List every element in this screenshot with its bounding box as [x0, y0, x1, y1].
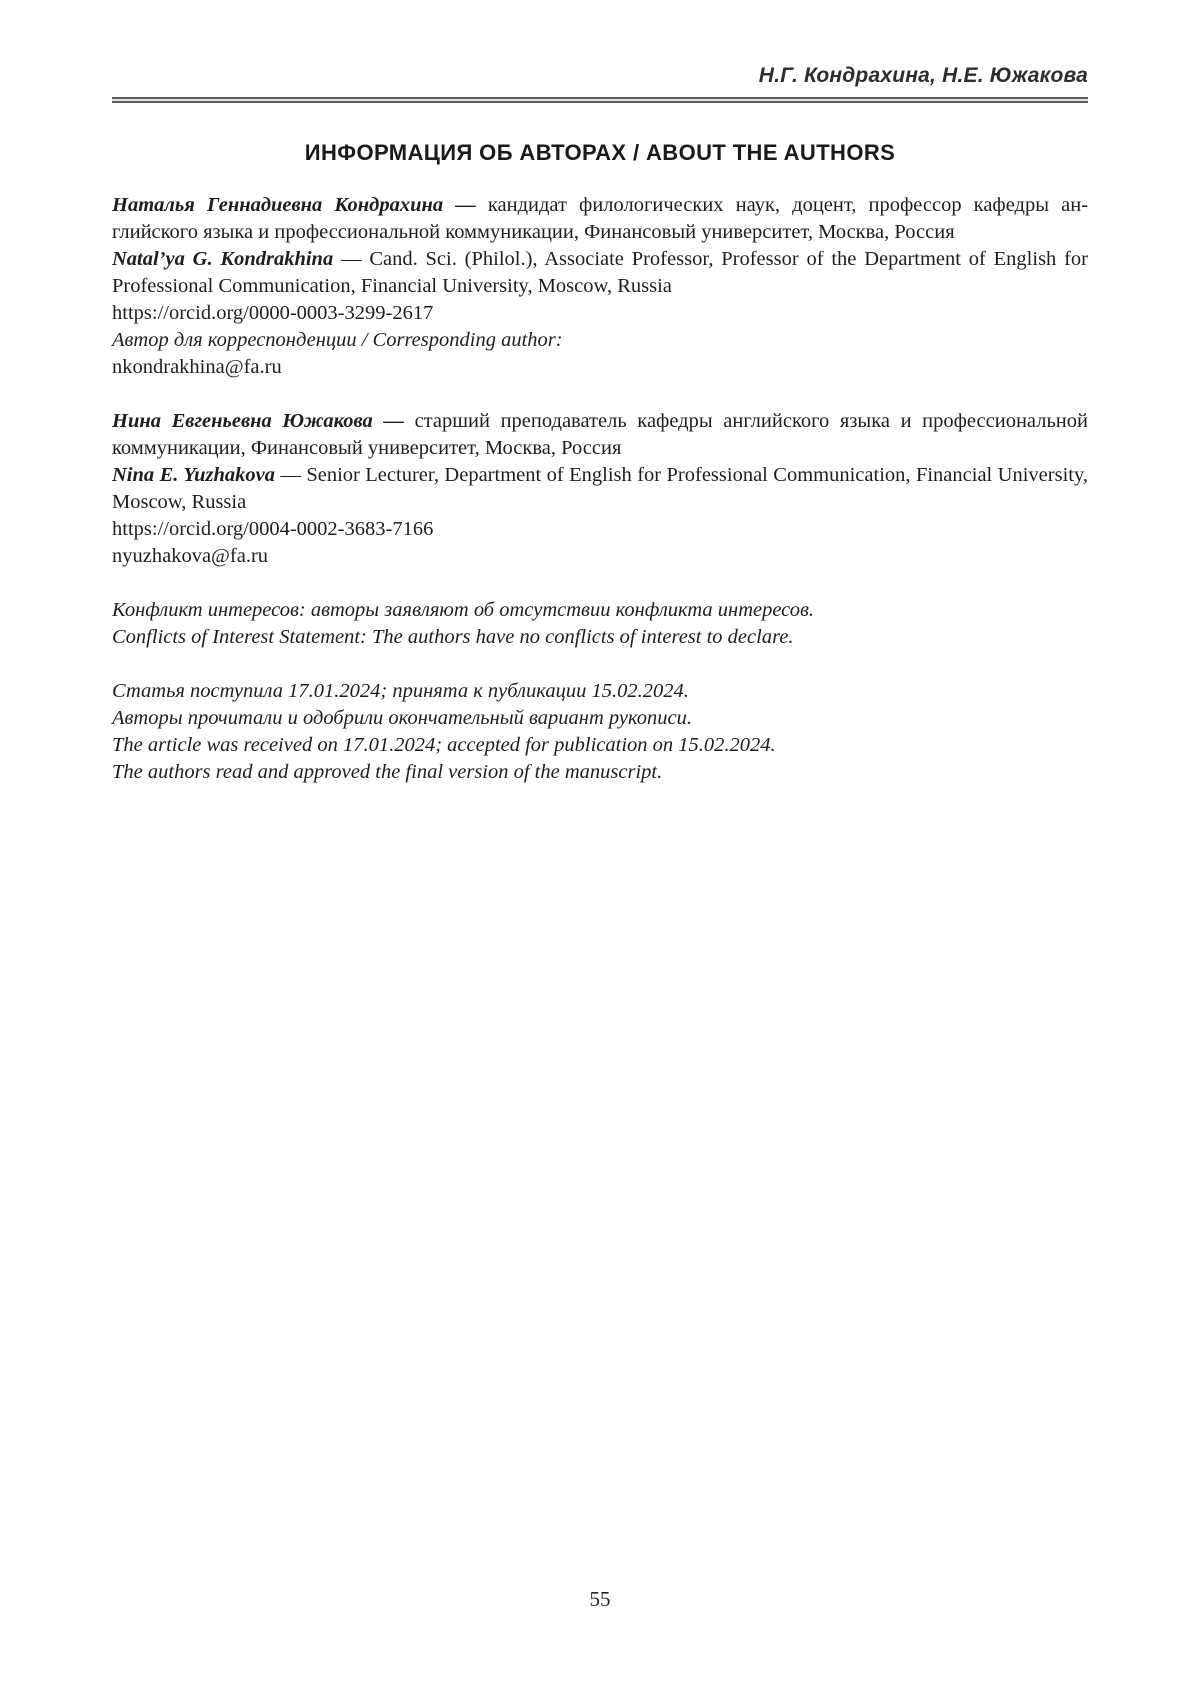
- author-1-name-en: Natal’ya G. Kondrakhina: [112, 248, 334, 270]
- author-1-orcid-link[interactable]: https://orcid.org/0000-0003-3299-2617: [112, 302, 434, 324]
- section-heading: ИНФОРМАЦИЯ ОБ АВТОРАХ / ABOUT THE AUTHORS: [304, 140, 896, 165]
- author-1-desc-ru: кандидат филологических наук, доцент, профессор кафедры английского языка и профессиональной коммуникации, Финансовый университет, Москва, Россия: [112, 194, 1089, 243]
- conflict-statement-en: Conflicts of Interest Statement: The authors have no conflicts of interest to declare.: [112, 626, 794, 648]
- article-approved-en: The authors read and approved the final version of the manuscript.: [112, 761, 663, 783]
- author-1-en-line: [112, 246, 1088, 300]
- author-2-email-link[interactable]: nyuzhakova@fa.ru: [112, 545, 269, 567]
- author-2-name-en: Nina E. Yuzhakova: [112, 464, 275, 486]
- article-dates-block: [112, 678, 1088, 786]
- author-2-desc-en: — Senior Lecturer, Department of English for Professional Communication, Financial University, Moscow, Russia: [112, 464, 1089, 513]
- author-1-ru-line: [112, 192, 1088, 246]
- header-divider-rule: [112, 97, 1088, 103]
- author-1-email-link[interactable]: nkondrakhina@fa.ru: [112, 356, 282, 378]
- running-head-authors: Н.Г. Кондрахина, Н.Е. Южакова: [758, 64, 1088, 87]
- author-2-name-ru: Нина Евгеньевна Южакова —: [112, 410, 415, 432]
- conflict-statement-ru: Конфликт интересов: авторы заявляют об отсутствии конфликта интересов.: [112, 599, 815, 621]
- author-2-desc-ru: старший преподаватель кафедры английского языка и профессиональной коммуникации, Финансовый университет, Москва, Россия: [112, 410, 1088, 459]
- page-number: 55: [589, 1587, 611, 1611]
- author-1-name-ru: Наталья Геннадиевна Кондрахина —: [112, 194, 488, 216]
- author-block-1: [112, 192, 1088, 381]
- article-received-en: The article was received on 17.01.2024; accepted for publication on 15.02.2024.: [112, 734, 776, 756]
- article-received-ru: Статья поступила 17.01.2024; принята к публикации 15.02.2024.: [112, 680, 689, 702]
- author-2-orcid-link[interactable]: https://orcid.org/0004-0002-3683-7166: [112, 518, 434, 540]
- author-block-2: [112, 408, 1088, 570]
- author-2-ru-line: [112, 408, 1088, 462]
- conflict-of-interest-block: [112, 597, 1088, 651]
- article-approved-ru: Авторы прочитали и одобрили окончательный вариант рукописи.: [112, 707, 692, 729]
- page-body: [112, 192, 1088, 786]
- author-1-corresponding-label: Автор для корреспонденции / Corresponding author:: [112, 329, 563, 351]
- author-2-en-line: [112, 462, 1088, 516]
- author-1-desc-en: — Cand. Sci. (Philol.), Associate Professor, Professor of the Department of English for Professional Communication, Financial University, Moscow, Russia: [112, 248, 1089, 297]
